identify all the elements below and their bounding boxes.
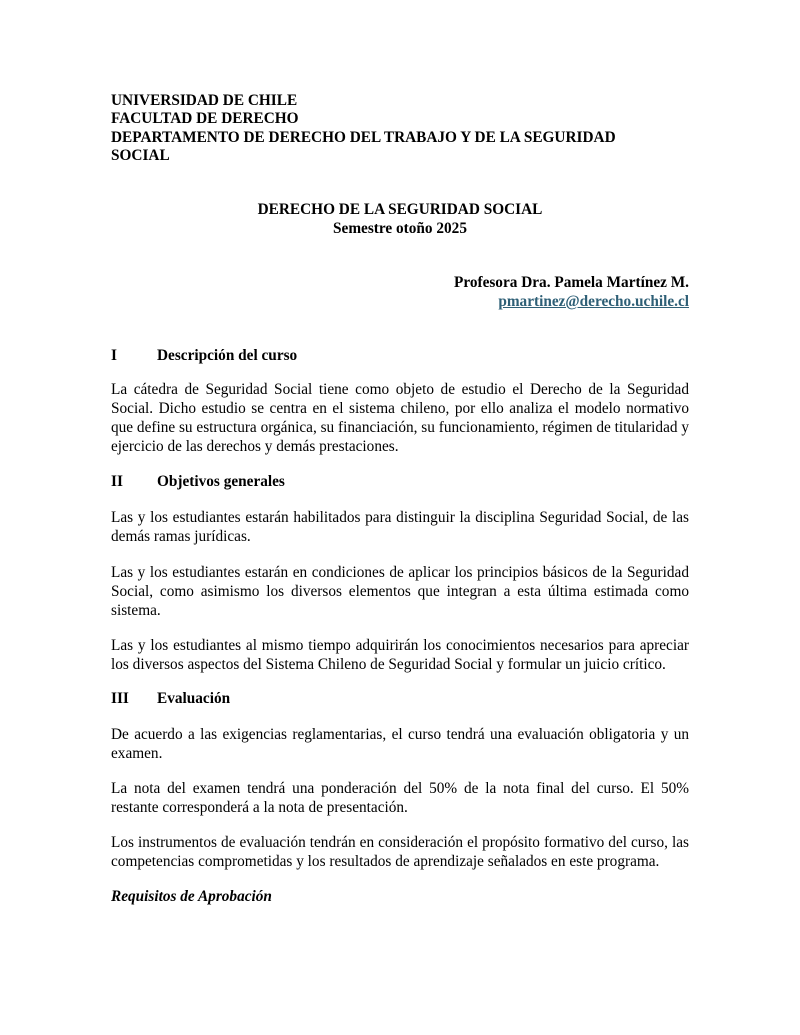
requirements-heading: Requisitos de Aprobación [111,888,272,905]
section-heading-1 [111,346,297,365]
professor-name: Profesora Dra. Pamela Martínez M. [453,274,689,291]
professor-email-link[interactable]: pmartinez@derecho.uchile.cl [498,293,689,310]
section-number: I [111,347,117,364]
university-name: UNIVERSIDAD DE CHILE [111,92,298,109]
section-number: III [111,690,129,707]
section-3-paragraph-1: De acuerdo a las exigencias reglamentarias, el curso tendrá una evaluación obligatoria y un examen. [111,726,689,762]
section-heading-3 [111,689,230,708]
section-3-paragraph-3: Los instrumentos de evaluación tendrán en consideración el propósito formativo del curso, las competencias comprometidas y los resultados de aprendizaje señalados en este programa. [111,834,689,870]
course-semester: Semestre otoño 2025 [333,220,467,237]
department-name: DEPARTAMENTO DE DERECHO DEL TRABAJO Y DE LA SEGURIDAD [111,128,616,146]
section-2-paragraph-1: Las y los estudiantes estarán habilitados para distinguir la disciplina Seguridad Social, de las demás ramas jurídicas. [111,509,689,545]
course-title-block [111,200,689,238]
section-2-paragraph-3: Las y los estudiantes al mismo tiempo adquirirán los conocimientos necesarios para apreciar los diversos aspectos del Sistema Chileno de Seguridad Social y formular un juicio crítico. [111,637,689,673]
professor-block [111,273,689,311]
course-title: DERECHO DE LA SEGURIDAD SOCIAL [257,201,543,218]
section-title: Objetivos generales [157,473,285,490]
section-2-paragraph-2: Las y los estudiantes estarán en condiciones de aplicar los principios básicos de la Seguridad Social, como asimismo los diversos elementos que integran a esta última estimada como sistema. [111,564,689,619]
section-title: Descripción del curso [157,347,298,364]
department-name-cont: SOCIAL [111,147,170,165]
section-number: II [111,473,123,490]
institution-header [111,92,616,166]
section-1-paragraph: La cátedra de Seguridad Social tiene como objeto de estudio el Derecho de la Seguridad Social. Dicho estudio se centra en el sistema chileno, por ello analiza el modelo normativo que define su estructura orgánica, su financiación, su funcionamiento, régimen de titularidad y ejercicio de las derechos y demás prestaciones. [111,381,689,455]
section-heading-2 [111,472,285,491]
section-title: Evaluación [157,690,231,707]
faculty-name: FACULTAD DE DERECHO [111,110,299,128]
section-3-paragraph-2: La nota del examen tendrá una ponderación del 50% de la nota final del curso. El 50% restante corresponderá a la nota de presentación. [111,780,689,816]
